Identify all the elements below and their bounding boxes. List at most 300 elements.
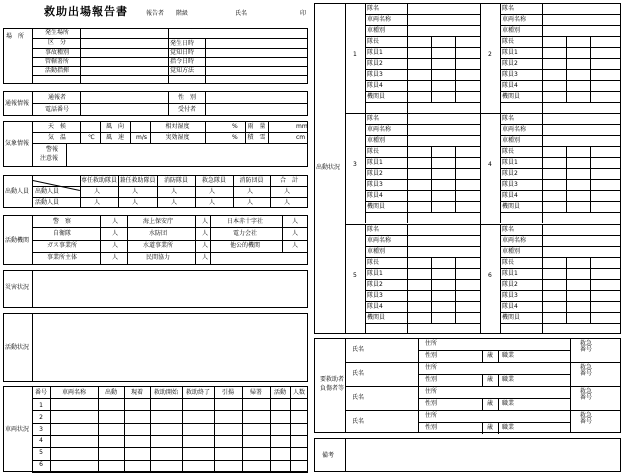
dispatch-row-label: 車両名称 — [502, 237, 527, 244]
rule-line — [365, 290, 480, 291]
notify-row-label: 電話番号 — [44, 106, 69, 113]
vehicle-header: 現着 — [130, 389, 143, 396]
rule-line — [32, 143, 308, 144]
dispatch-row-label: 隊員1 — [367, 270, 383, 277]
rule-line — [482, 422, 483, 434]
personnel-header: 救急隊員 — [201, 177, 226, 184]
agency-label: 事業所主体 — [46, 254, 77, 261]
rule-line — [431, 257, 432, 323]
dispatch-row-label: 車種別 — [502, 248, 521, 255]
agency-label: 自衛隊 — [52, 230, 71, 237]
rule-line — [498, 398, 499, 410]
rule-line — [32, 435, 308, 436]
rule-line — [282, 215, 283, 252]
dispatch-row-label: 隊長 — [367, 148, 380, 155]
rule-line — [32, 121, 33, 167]
rule-line — [500, 268, 621, 269]
unit-label: % — [232, 123, 238, 130]
rule-line — [418, 374, 570, 375]
rule-line — [32, 103, 308, 104]
dispatch-row-label: 隊員2 — [502, 281, 518, 288]
vehicle-header: 人数 — [292, 389, 305, 396]
rule-line — [365, 190, 480, 191]
dispatch-row-label: 隊員1 — [367, 159, 383, 166]
agency-label: 日本赤十字社 — [226, 218, 263, 225]
vehicle-header: 車両名称 — [61, 389, 86, 396]
rule-line — [32, 227, 308, 228]
agency-label: 電力会社 — [232, 230, 257, 237]
unit-label: 人 — [171, 188, 178, 195]
rule-line — [500, 290, 621, 291]
rule-line — [500, 146, 621, 147]
dispatch-row-label: 隊員3 — [502, 292, 518, 299]
unit-label: 人 — [202, 254, 209, 261]
activity-box — [3, 313, 308, 382]
dispatch-row-label: 隊長 — [502, 148, 515, 155]
advisory-label: 注意報 — [40, 155, 59, 162]
agency-label: ガス事業所 — [46, 242, 77, 249]
rule-line — [500, 25, 621, 26]
weather-section-label: 気象情報 — [5, 140, 30, 147]
dispatch-row-label: 隊員1 — [502, 270, 518, 277]
rule-line — [345, 438, 346, 472]
personnel-header: 専任救助隊員 — [80, 177, 117, 184]
dispatch-row-label: 機関員 — [502, 203, 521, 210]
dispatch-row-label: 隊員3 — [367, 181, 383, 188]
agency-label: 民間協力 — [145, 254, 170, 261]
rule-line — [80, 28, 81, 84]
dispatch-row-label: 車種別 — [367, 137, 386, 144]
dispatch-row-label: 隊長 — [367, 259, 380, 266]
rule-line — [365, 36, 480, 37]
rule-line — [500, 323, 621, 324]
rule-line — [365, 157, 480, 158]
personnel-section-label: 出動人員 — [5, 188, 30, 195]
rule-line — [32, 447, 308, 448]
dispatch-row-label: 車種別 — [367, 27, 386, 34]
victim-gender-label: 性別 — [425, 376, 438, 383]
vehicle-number: 6 — [39, 461, 43, 468]
place-row-label: 管轄署所 — [44, 58, 69, 65]
rule-line — [500, 168, 621, 169]
rule-line — [32, 197, 308, 198]
rule-line — [500, 14, 621, 15]
rule-line — [365, 80, 480, 81]
weather-label: 積 雪 — [247, 134, 266, 141]
personnel-row-label: 出動人員 — [35, 188, 60, 195]
unit-label: 人 — [132, 199, 139, 206]
rule-line — [268, 121, 269, 143]
rank-label: 階級 — [176, 10, 189, 17]
unit-label: 人 — [112, 230, 119, 237]
transport-number-label: 救急番号 — [579, 412, 592, 425]
rule-line — [345, 410, 621, 411]
rule-line — [500, 91, 621, 92]
dispatch-row-label: 隊員4 — [502, 303, 518, 310]
unit-number: 6 — [488, 272, 492, 279]
rule-line — [590, 257, 591, 323]
dispatch-row-label: 隊名 — [502, 226, 515, 233]
rule-line — [500, 157, 621, 158]
agency-label: 水道事業所 — [142, 242, 173, 249]
rule-line — [205, 121, 206, 143]
place-right-label: 覚知方法 — [170, 67, 195, 74]
unit-label: 人 — [284, 188, 291, 195]
rule-line — [32, 186, 308, 187]
rule-line — [365, 14, 480, 15]
rule-line — [32, 132, 308, 133]
rule-line — [32, 270, 33, 308]
rule-line — [365, 312, 480, 313]
rule-line — [500, 36, 621, 37]
rule-line — [32, 240, 308, 241]
rule-line — [210, 215, 211, 265]
rule-line — [365, 91, 480, 92]
dispatch-row-label: 隊長 — [367, 38, 380, 45]
notify-right-label: 性 別 — [177, 94, 196, 101]
dispatch-row-label: 機関員 — [367, 93, 386, 100]
rule-line — [500, 246, 621, 247]
weather-label: 実効湿度 — [165, 134, 190, 141]
alert-label: 警報 — [46, 146, 59, 153]
unit-number: 4 — [488, 161, 492, 168]
rule-line — [80, 121, 81, 143]
rule-line — [345, 224, 621, 225]
rule-line — [345, 386, 621, 387]
rule-line — [482, 350, 483, 362]
unit-label: 人 — [112, 242, 119, 249]
victim-age-label: 歳 — [487, 352, 494, 359]
rule-line — [498, 374, 499, 386]
rule-line — [365, 212, 480, 213]
rule-line — [365, 25, 480, 26]
unit-label: 人 — [292, 218, 299, 225]
rule-line — [345, 362, 621, 363]
victim-gender-label: 性別 — [425, 424, 438, 431]
rule-line — [365, 301, 480, 302]
rule-line — [418, 338, 419, 433]
dispatch-row-label: 隊員2 — [367, 170, 383, 177]
place-row-label: 区 分 — [47, 39, 66, 46]
unit-label: m/s — [136, 134, 147, 141]
dispatch-row-label: 隊員4 — [502, 82, 518, 89]
dispatch-row-label: 機関員 — [367, 314, 386, 321]
rule-line — [365, 257, 480, 258]
page-title: 救助出場報告書 — [44, 5, 128, 18]
rule-line — [66, 143, 67, 167]
remarks-label: 備考 — [322, 452, 335, 459]
victim-age-label: 歳 — [487, 424, 494, 431]
rule-line — [100, 215, 101, 265]
activity-section-label: 活動状況 — [5, 344, 30, 351]
unit-label: % — [232, 134, 238, 141]
place-right-label: 覚知日時 — [170, 49, 195, 56]
unit-label: 人 — [202, 242, 209, 249]
notify-right-label: 受付者 — [177, 106, 196, 113]
rule-line — [566, 257, 567, 323]
reporter-label: 報告者 — [146, 10, 165, 17]
dispatch-row-label: 機関員 — [502, 314, 521, 321]
vehicle-header: 引揚 — [221, 389, 234, 396]
unit-label: 人 — [132, 188, 139, 195]
rule-line — [566, 36, 567, 102]
victim-name-label: 氏名 — [352, 394, 365, 401]
rule-line — [418, 350, 570, 351]
vehicles-section-label: 車両状況 — [5, 426, 30, 433]
place-row-label: 発生場所 — [44, 29, 69, 36]
dispatch-row-label: 隊員3 — [367, 71, 383, 78]
personnel-header: 消防団員 — [239, 177, 264, 184]
dispatch-row-label: 隊名 — [367, 226, 380, 233]
dispatch-row-label: 隊員2 — [502, 170, 518, 177]
rule-line — [32, 423, 308, 424]
victim-name-label: 氏名 — [352, 346, 365, 353]
unit-label: ℃ — [88, 134, 95, 141]
rule-line — [130, 121, 131, 143]
seal-label: 印 — [300, 10, 307, 17]
dispatch-row-label: 車両名称 — [367, 16, 392, 23]
victim-job-label: 職業 — [502, 376, 515, 383]
vehicle-number: 2 — [39, 413, 43, 421]
rule-line — [32, 410, 308, 411]
dispatch-row-label: 車種別 — [367, 248, 386, 255]
dispatch-row-label: 隊員2 — [367, 60, 383, 67]
rule-line — [345, 113, 621, 114]
unit-label: 人 — [209, 188, 216, 195]
dispatch-row-label: 隊名 — [367, 5, 380, 12]
rule-line — [500, 47, 621, 48]
rule-line — [500, 190, 621, 191]
dispatch-row-label: 隊長 — [502, 259, 515, 266]
unit-number: 5 — [353, 272, 357, 279]
unit-label: 人 — [94, 188, 101, 195]
rule-line — [500, 58, 621, 59]
weather-label: 雨 量 — [247, 123, 266, 130]
personnel-row-label: 活動人員 — [35, 199, 60, 206]
unit-label: 人 — [284, 199, 291, 206]
rule-line — [482, 374, 483, 386]
unit-label: 人 — [202, 230, 209, 237]
rule-line — [500, 179, 621, 180]
rule-line — [365, 47, 480, 48]
rule-line — [500, 279, 621, 280]
dispatch-row-label: 車両名称 — [367, 126, 392, 133]
rule-line — [500, 201, 621, 202]
agency-label: 海上保安庁 — [142, 218, 173, 225]
place-section-label: 場 所 — [6, 33, 25, 40]
victim-age-label: 歳 — [487, 400, 494, 407]
unit-label: 人 — [202, 218, 209, 225]
transport-number-label: 救急番号 — [579, 388, 592, 401]
unit-label: 人 — [292, 242, 299, 249]
rule-line — [500, 212, 621, 213]
unit-label: 人 — [247, 188, 254, 195]
dispatch-row-label: 隊員3 — [367, 292, 383, 299]
victim-address-label: 住所 — [425, 412, 438, 419]
rule-line — [32, 75, 308, 76]
rule-line — [418, 398, 570, 399]
rule-line — [500, 312, 621, 313]
rule-line — [500, 235, 621, 236]
dispatch-row-label: 車両名称 — [367, 237, 392, 244]
unit-label: mm — [296, 123, 308, 130]
place-right-label: 指令日時 — [170, 58, 195, 65]
victim-job-label: 職業 — [502, 424, 515, 431]
rule-line — [345, 3, 346, 334]
unit-number: 2 — [488, 51, 492, 58]
place-row-label: 活動指揮 — [44, 67, 69, 74]
rule-line — [480, 3, 481, 334]
rule-line — [482, 398, 483, 410]
rule-line — [32, 460, 308, 461]
victim-job-label: 職業 — [502, 400, 515, 407]
unit-label: 人 — [209, 199, 216, 206]
victim-name-label: 氏名 — [352, 418, 365, 425]
dispatch-row-label: 隊員2 — [502, 60, 518, 67]
vehicle-number: 4 — [39, 437, 43, 445]
rule-line — [365, 69, 480, 70]
rule-line — [32, 313, 33, 382]
victim-address-label: 住所 — [425, 340, 438, 347]
rule-line — [365, 179, 480, 180]
rule-line — [570, 338, 571, 433]
dispatch-row-label: 隊員4 — [367, 192, 383, 199]
name-label: 氏名 — [235, 10, 248, 17]
agency-label: 水防団 — [148, 230, 167, 237]
rule-line — [365, 146, 480, 147]
dispatch-row-label: 隊員4 — [502, 192, 518, 199]
rule-line — [365, 323, 480, 324]
rule-line — [590, 146, 591, 212]
dispatch-row-label: 車両名称 — [502, 126, 527, 133]
vehicle-number: 1 — [39, 402, 43, 409]
victim-address-label: 住所 — [425, 388, 438, 395]
rule-line — [500, 124, 621, 125]
rule-line — [431, 36, 432, 102]
rule-line — [195, 215, 196, 265]
dispatch-section-label: 出動状況 — [316, 164, 341, 171]
unit-label: 人 — [247, 199, 254, 206]
victim-gender-label: 性別 — [425, 352, 438, 359]
unit-label: 人 — [292, 230, 299, 237]
rule-line — [455, 257, 456, 323]
vehicle-number: 5 — [39, 449, 43, 457]
unit-number: 1 — [353, 51, 357, 58]
unit-label: 人 — [171, 199, 178, 206]
place-row-label: 事故種別 — [44, 49, 69, 56]
dispatch-row-label: 隊員1 — [502, 49, 518, 56]
dispatch-row-label: 隊名 — [502, 5, 515, 12]
unit-label: 人 — [112, 218, 119, 225]
rule-line — [500, 102, 621, 103]
weather-label: 天 候 — [47, 123, 66, 130]
rule-line — [32, 472, 308, 473]
dispatch-row-label: 車種別 — [502, 137, 521, 144]
dispatch-row-label: 隊員4 — [367, 303, 383, 310]
rule-line — [566, 146, 567, 212]
personnel-header: 兼任救助隊員 — [119, 177, 156, 184]
vehicle-header: 出動 — [104, 389, 117, 396]
disaster-box — [3, 270, 308, 308]
victim-name-label: 氏名 — [352, 370, 365, 377]
rule-line — [365, 168, 480, 169]
notify-section-label: 通報情報 — [5, 100, 30, 107]
rule-line — [500, 135, 621, 136]
dispatch-row-label: 隊名 — [367, 115, 380, 122]
dispatch-row-label: 隊員2 — [367, 281, 383, 288]
dispatch-row-label: 隊員1 — [502, 159, 518, 166]
vehicle-header: 救助開始 — [153, 389, 178, 396]
dispatch-row-label: 車両名称 — [502, 16, 527, 23]
vehicle-header: 番号 — [34, 389, 47, 396]
unit-label: 人 — [112, 254, 119, 261]
rule-line — [455, 146, 456, 212]
unit-label: cm — [296, 134, 306, 141]
weather-label: 気 温 — [47, 134, 66, 141]
rule-line — [500, 69, 621, 70]
unit-label: 人 — [94, 199, 101, 206]
dispatch-row-label: 隊員1 — [367, 49, 383, 56]
rule-line — [590, 36, 591, 102]
weather-label: 風 速 — [105, 134, 124, 141]
rule-line — [365, 124, 480, 125]
dispatch-row-label: 機関員 — [367, 203, 386, 210]
remarks-box — [314, 438, 621, 472]
rule-line — [365, 279, 480, 280]
transport-number-label: 救急番号 — [579, 364, 592, 377]
victim-age-label: 歳 — [487, 376, 494, 383]
rule-line — [418, 422, 570, 423]
dispatch-row-label: 隊員3 — [502, 71, 518, 78]
vehicle-header: 帰署 — [249, 389, 262, 396]
rule-line — [365, 235, 480, 236]
victim-address-label: 住所 — [425, 364, 438, 371]
rule-line — [32, 398, 308, 399]
disaster-section-label: 災害状況 — [5, 284, 30, 291]
dispatch-row-label: 機関員 — [502, 93, 521, 100]
dispatch-row-label: 隊員3 — [502, 181, 518, 188]
rule-line — [498, 422, 499, 434]
rule-line — [365, 201, 480, 202]
dispatch-row-label: 隊員4 — [367, 82, 383, 89]
agency-label: 他公的機関 — [229, 242, 260, 249]
personnel-header: 消防隊員 — [163, 177, 188, 184]
rule-line — [455, 36, 456, 102]
victim-gender-label: 性別 — [425, 400, 438, 407]
notify-row-label: 通報者 — [47, 94, 66, 101]
rule-line — [365, 135, 480, 136]
rule-line — [205, 38, 206, 84]
victim-job-label: 職業 — [502, 352, 515, 359]
vehicle-header: 活動 — [273, 389, 286, 396]
dispatch-row-label: 隊名 — [502, 115, 515, 122]
rule-line — [500, 301, 621, 302]
rule-line — [32, 252, 308, 253]
rule-line — [500, 80, 621, 81]
place-right-label: 発生日時 — [170, 40, 195, 47]
agencies-section-label: 活動機関 — [5, 237, 30, 244]
vehicle-number: 3 — [39, 425, 43, 433]
agency-label: 警 察 — [52, 218, 71, 225]
rule-line — [365, 268, 480, 269]
weather-label: 風 向 — [105, 123, 124, 130]
rule-line — [498, 350, 499, 362]
personnel-header: 合 計 — [279, 177, 298, 184]
dispatch-row-label: 隊長 — [502, 38, 515, 45]
weather-label: 相対湿度 — [165, 123, 190, 130]
rule-line — [365, 102, 480, 103]
rule-line — [365, 58, 480, 59]
